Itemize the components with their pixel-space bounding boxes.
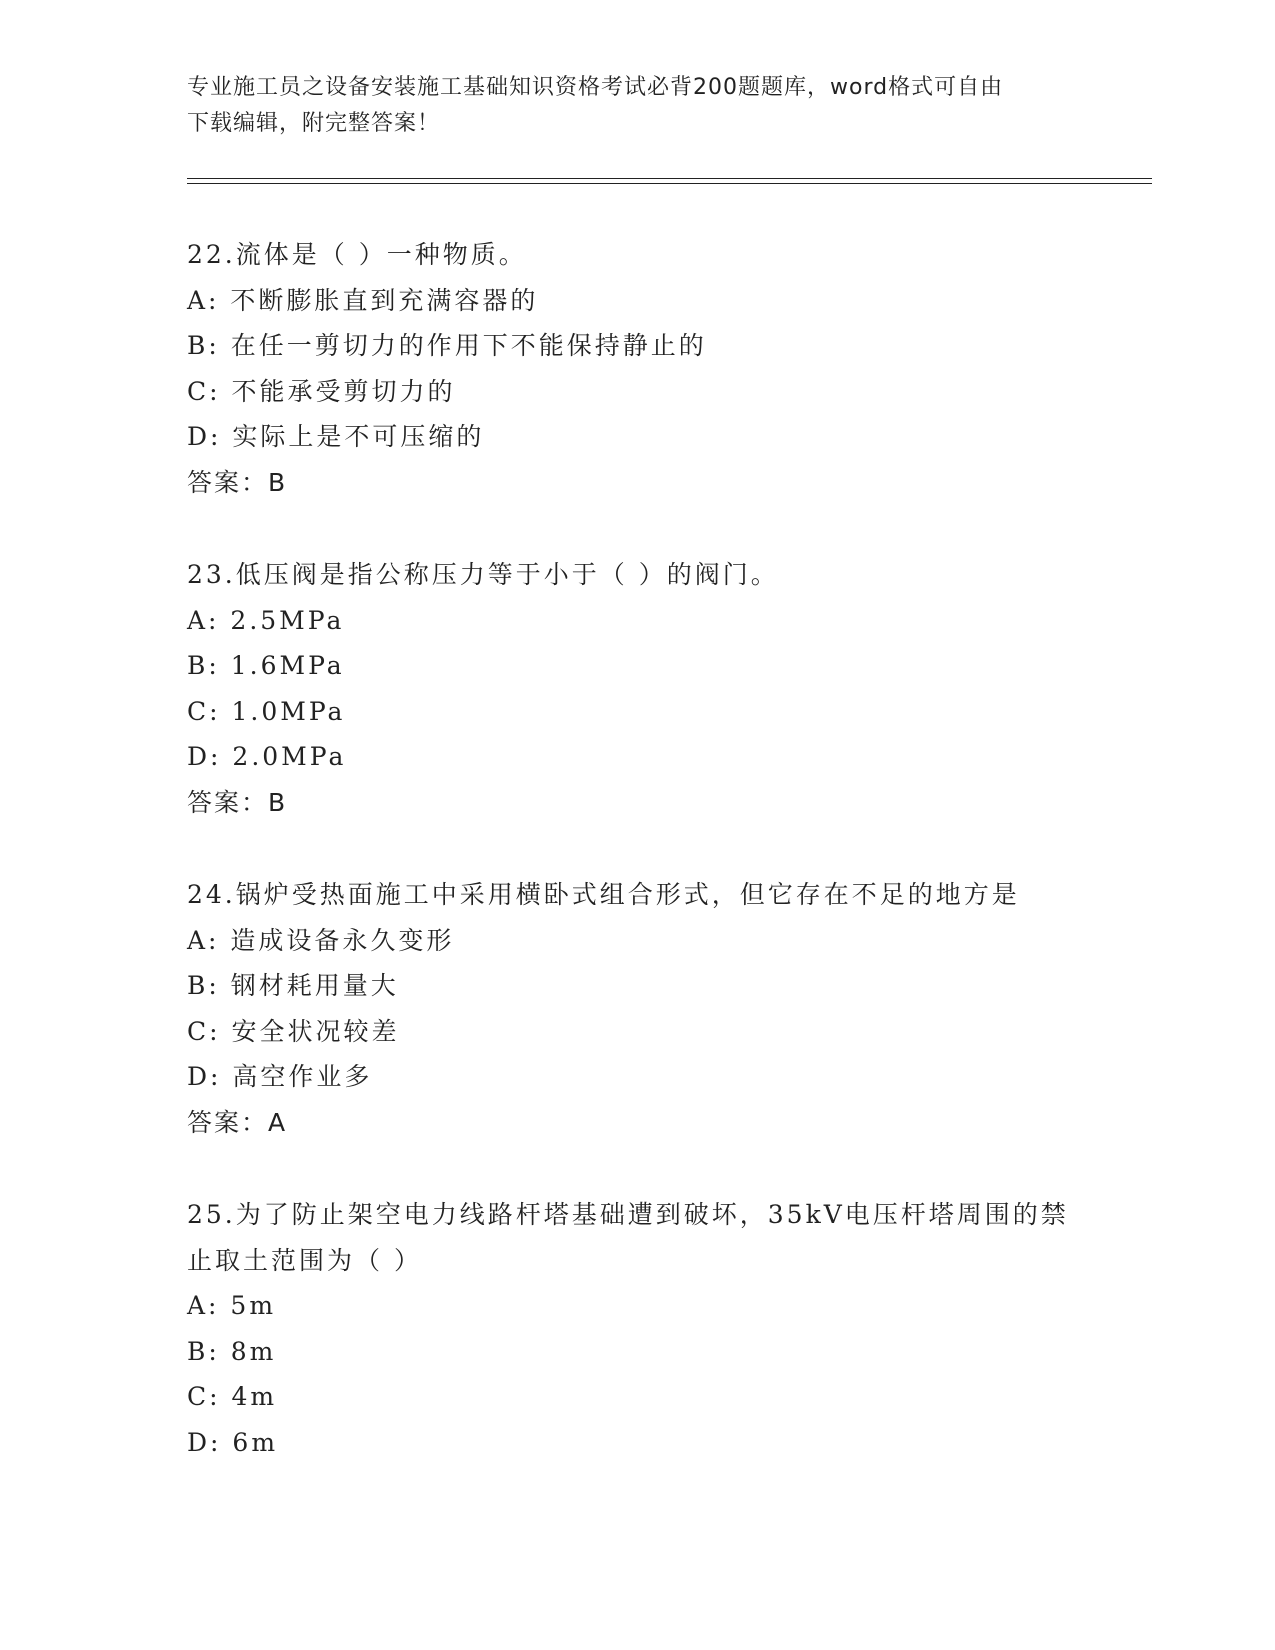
question-24 [187,872,1087,1145]
option-a: A: 不断膨胀直到充满容器的 [187,285,539,315]
question-25 [187,1192,1087,1465]
question-text: 23.低压阀是指公称压力等于小于（ ）的阀门。 [187,560,779,589]
question-text-line-2: 止取土范围为（ ） [187,1245,422,1275]
answer: 答案：B [187,787,288,817]
option-b: B: 钢材耗用量大 [187,971,399,1000]
header-divider-bottom [187,183,1152,184]
option-c: C: 4m [187,1382,278,1411]
option-d: D: 6m [187,1427,279,1457]
document-header [187,70,1087,142]
option-c: C: 1.0MPa [187,696,346,726]
option-c: C: 不能承受剪切力的 [187,376,456,406]
option-d: D: 2.0MPa [187,742,347,771]
question-list [187,232,1087,1512]
option-b: B: 1.6MPa [187,651,345,680]
question-text: 24.锅炉受热面施工中采用横卧式组合形式，但它存在不足的地方是 [187,880,1020,909]
question-23 [187,552,1087,825]
header-line-2: 下载编辑，附完整答案！ [187,111,441,136]
option-c: C: 安全状况较差 [187,1016,400,1046]
option-d: D: 高空作业多 [187,1062,373,1091]
option-a: A: 造成设备永久变形 [187,925,455,955]
option-b: B: 在任一剪切力的作用下不能保持静止的 [187,331,707,360]
header-divider-top [187,178,1152,179]
question-text: 22.流体是（ ）一种物质。 [187,240,527,269]
question-text-line-1: 25.为了防止架空电力线路杆塔基础遭到破坏，35kV电压杆塔周围的禁 [187,1200,1069,1229]
option-b: B: 8m [187,1336,277,1366]
answer: 答案：A [187,1107,288,1137]
option-d: D: 实际上是不可压缩的 [187,422,485,451]
option-a: A: 2.5MPa [187,605,345,635]
option-a: A: 5m [187,1291,277,1320]
question-22 [187,232,1087,505]
answer: 答案：B [187,467,288,497]
header-line-1: 专业施工员之设备安装施工基础知识资格考试必背200题题库，word格式可自由 [187,75,1004,100]
